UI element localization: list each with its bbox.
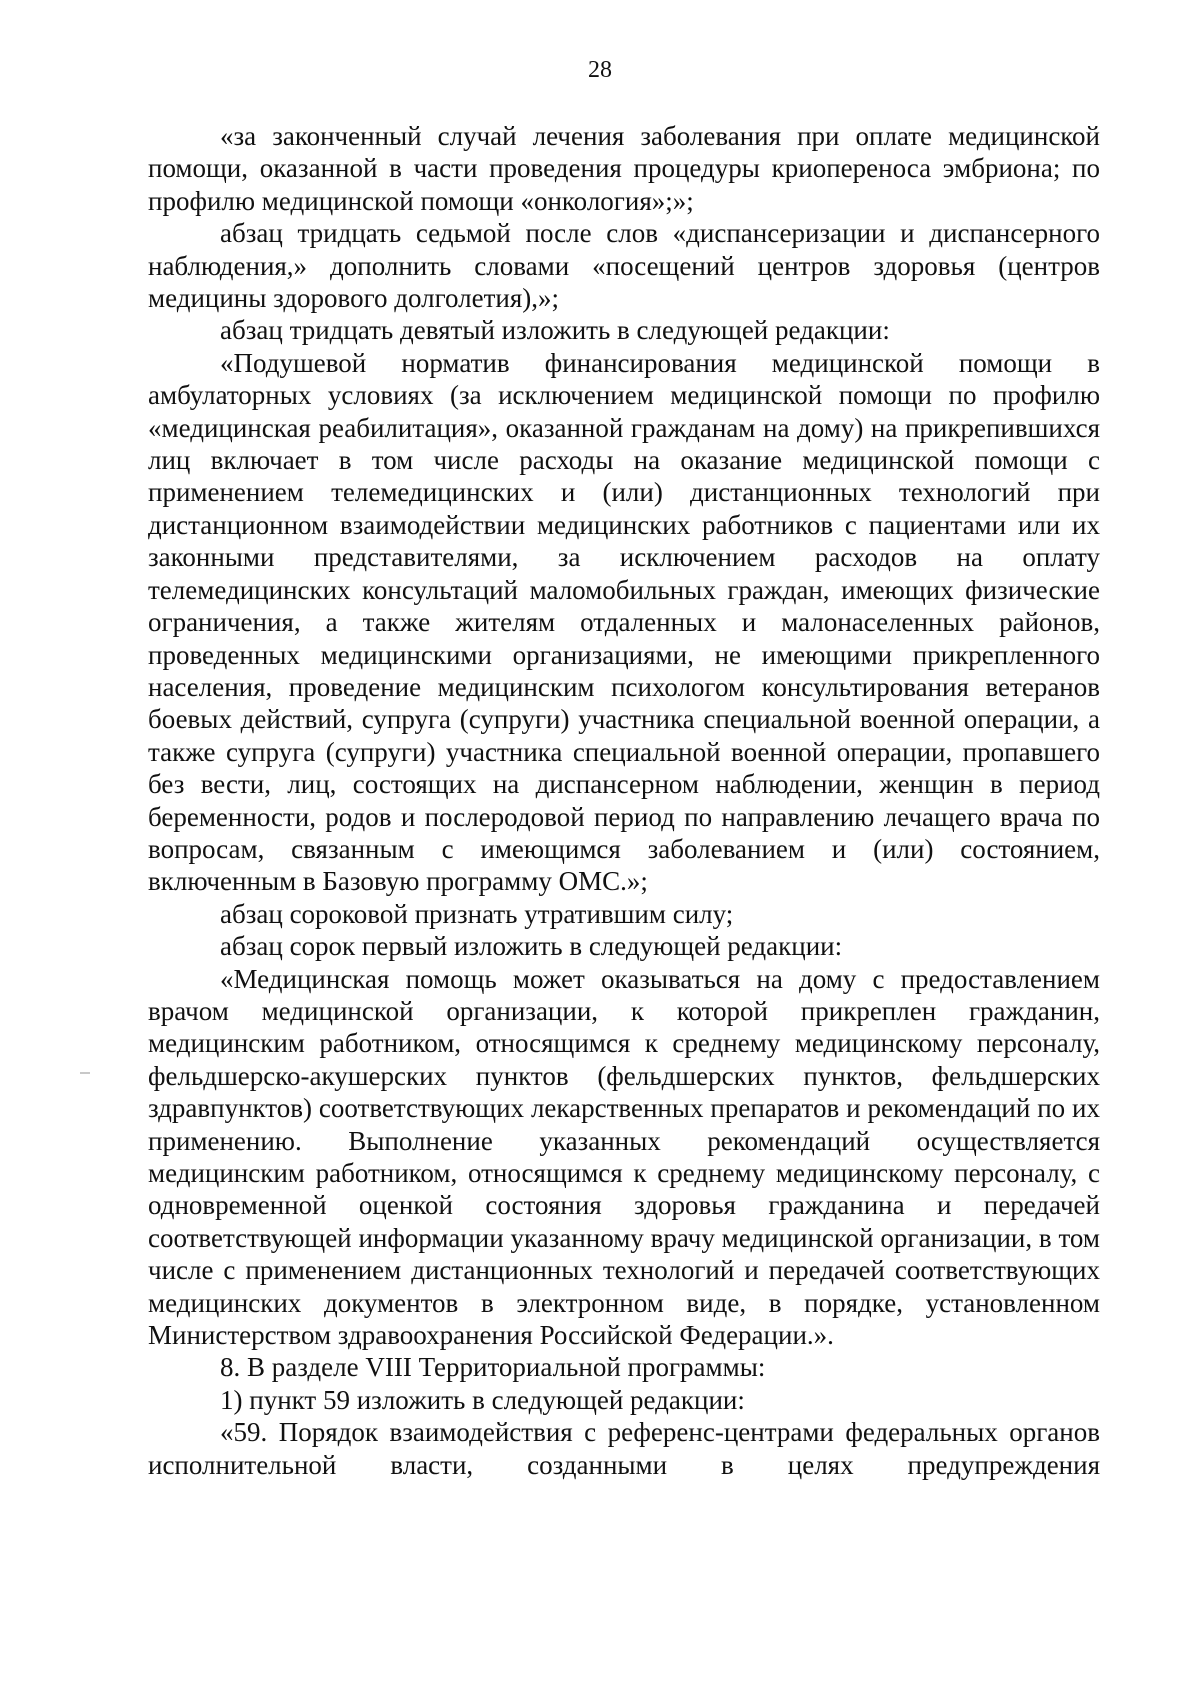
paragraph-per-capita-norm: «Подушевой норматив финансирования медицинской помощи в амбулаторных условиях (за исключением медицинской помощи по профилю «медицинская реабилитация», оказанной гражданам на дому) на прикрепившихся лиц включает в том числе расходы на оказание медицинской помощи с применением телемедицинских и (или) дистанционных технологий при дистанционном взаимодействии медицинских работников с пациентами или их законными представителями, за исключением расходов на оплату телемедицинских консультаций маломобильных граждан, имеющих физические ограничения, а также жителям отдаленных и малонаселенных районов, проведенных медицинскими организациями, не имеющими прикрепленного населения, проведение медицинским психологом консультирования ветеранов боевых действий, супруга (супруги) участника специальной военной операции, а также супруга (супруги) участника специальной военной операции, пропавшего без вести, лиц, состоящих на диспансерном наблюдении, женщин в период беременности, родов и послеродовой период по направлению лечащего врача по вопросам, связанным с имеющимся заболеванием и (или) состоянием, включенным в Базовую программу ОМС.»;	[148, 347, 1100, 897]
paragraph-item-59-text: «59. Порядок взаимодействия с референс-центрами федеральных органов исполнительной власти, созданными в целях предупреждения	[148, 1417, 1100, 1480]
document-body	[148, 120, 1100, 1481]
page-number: 28	[588, 57, 612, 83]
paragraph-amendment-39-intro: абзац тридцать девятый изложить в следующей редакции:	[220, 315, 890, 346]
paragraph-item-59-intro: 1) пункт 59 изложить в следующей редакции:	[220, 1384, 745, 1415]
paragraph-fragment-end-of-clause: «за законченный случай лечения заболевания при оплате медицинской помощи, оказанной в части проведения процедуры криопереноса эмбриона; по профилю медицинской помощи «онкология»;»;	[148, 121, 1100, 216]
scan-mark	[80, 1072, 90, 1074]
paragraph-amendment-40: абзац сороковой признать утратившим силу;	[220, 898, 734, 929]
paragraph-section-8: 8. В разделе VIII Территориальной программы:	[220, 1352, 766, 1383]
paragraph-amendment-37: абзац тридцать седьмой после слов «диспансеризации и диспансерного наблюдения,» дополнить словами «посещений центров здоровья (центров медицины здорового долголетия),»;	[148, 218, 1100, 314]
paragraph-home-care: «Медицинская помощь может оказываться на дому с предоставлением врачом медицинской организации, к которой прикреплен гражданин, медицинским работником, относящимся к среднему медицинскому персоналу, фельдшерско-акушерских пунктов (фельдшерских пунктов, фельдшерских здравпунктов) соответствующих лекарственных препаратов и рекомендаций по их применению. Выполнение указанных рекомендаций осуществляется медицинским работником, относящимся к среднему медицинскому персоналу, с одновременной оценкой состояния здоровья гражданина и передачей соответствующей информации указанному врачу медицинской организации, в том числе с применением дистанционных технологий и передачей соответствующих медицинских документов в электронном виде, в порядке, установленном Министерством здравоохранения Российской Федерации.».	[148, 963, 1100, 1351]
paragraph-amendment-41-intro: абзац сорок первый изложить в следующей редакции:	[220, 931, 843, 962]
